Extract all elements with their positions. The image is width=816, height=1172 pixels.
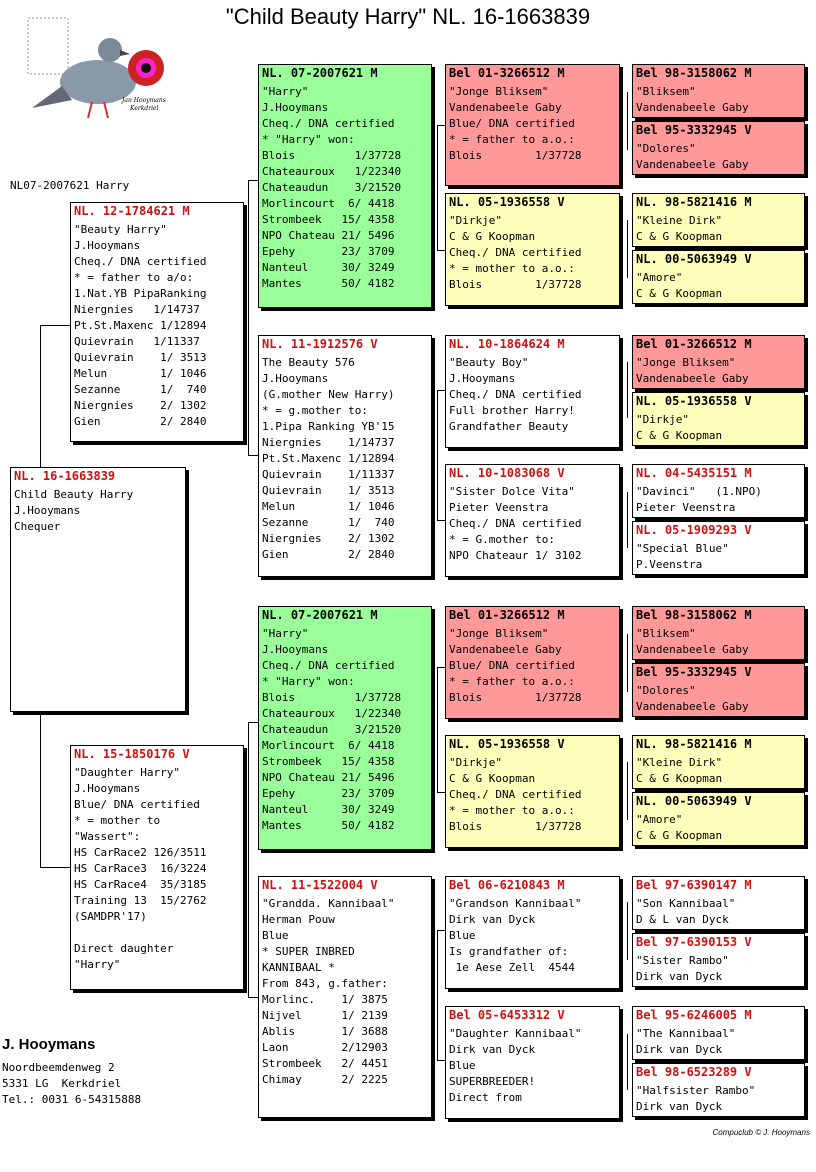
bird-info: (G.mother New Harry) (262, 388, 395, 401)
bird-info: C & G Koopman (636, 230, 723, 243)
ring-number: NL. 11-1522004 V (262, 878, 378, 892)
pedigree-box-g01 (632, 64, 805, 118)
ring-number: Bel 97-6390147 M (636, 878, 752, 892)
ring-number: NL. 05-1936558 V (449, 195, 565, 209)
connector (248, 722, 258, 723)
ring-number: NL. 05-1936558 V (636, 394, 752, 408)
bird-info: Quievrain 1/ 3513 (262, 484, 395, 497)
bird-info: Quievrain 1/11337 (74, 335, 200, 348)
bird-info: Nanteul 30/ 3249 (262, 803, 395, 816)
bird-info: Epehy 23/ 3709 (262, 245, 395, 258)
bird-info: Cheq./ DNA certified (262, 659, 395, 672)
bird-info: Vandenabeele Gaby (449, 643, 562, 656)
bird-info: 1.Nat.YB PipaRanking (74, 287, 207, 300)
ring-number: NL. 15-1850176 V (74, 747, 190, 761)
bird-info: "Jonge Bliksem" (449, 627, 549, 640)
bird-info: "Jonge Bliksem" (636, 356, 736, 369)
connector (248, 455, 258, 456)
owner-phone: Tel.: 0031 6-54315888 (2, 1093, 142, 1106)
sire-label: NL07-2007621 Harry (10, 179, 130, 192)
bird-info: Blois 1/37728 (449, 691, 582, 704)
bird-info: Child Beauty Harry (14, 488, 134, 501)
pedigree-box-father (70, 202, 244, 442)
pedigree-box-g12 (632, 792, 805, 846)
bird-info: "Dolores" (636, 142, 696, 155)
bird-info: Nijvel 1/ 2139 (262, 1009, 388, 1022)
bird-info: Dirk van Dyck (449, 913, 536, 926)
owner-name: J. Hooymans (2, 1036, 96, 1053)
bird-info: * "Harry" won: (262, 133, 355, 146)
bird-info: Grandfather Beauty (449, 420, 569, 433)
pedigree-box-mff (445, 606, 620, 719)
bird-info: Quievrain 1/11337 (262, 468, 395, 481)
bird-info: Vandenabeele Gaby (636, 643, 749, 656)
bird-info: Blue (449, 1059, 476, 1072)
connector (437, 930, 445, 931)
bird-info: NPO Chateau 21/ 5496 (262, 229, 395, 242)
ring-number: NL. 04-5435151 M (636, 466, 752, 480)
bird-info: "Wassert": (74, 830, 141, 843)
pedigree-box-g07 (632, 464, 805, 518)
pedigree-box-fm (258, 335, 432, 577)
ring-number: Bel 95-3332945 V (636, 665, 752, 679)
pedigree-box-g03 (632, 193, 805, 247)
bird-info: "The Kannibaal" (636, 1027, 736, 1040)
bird-info: Morlinc. 1/ 3875 (262, 993, 388, 1006)
connector (437, 1060, 445, 1061)
bird-info: Niergnies 1/14737 (74, 303, 200, 316)
pedigree-box-mmm (445, 1006, 620, 1119)
bird-info: Blois 1/37728 (262, 149, 402, 162)
bird-info: Blois 1/37728 (449, 820, 582, 833)
bird-info: Herman Pouw (262, 913, 335, 926)
ring-number: NL. 07-2007621 M (262, 66, 378, 80)
bird-info: "Harry" (74, 958, 121, 971)
bird-info: * = father to a.o.: (449, 133, 575, 146)
bird-info: Blue (449, 929, 476, 942)
pigeon-logo (22, 16, 168, 128)
bird-info: Blue/ DNA certified (449, 117, 575, 130)
bird-info: Blois 1/37728 (449, 278, 582, 291)
bird-info: Blois 1/37728 (449, 149, 582, 162)
bird-info: Gien 2/ 2840 (74, 415, 207, 428)
connector (248, 997, 258, 998)
bird-info: Mantes 50/ 4182 (262, 819, 395, 832)
connector (627, 762, 628, 820)
bird-info: * = father to a/o: (74, 271, 194, 284)
connector (627, 362, 628, 418)
bird-info: J.Hooymans (262, 101, 329, 114)
bird-info: (SAMDPR'17) (74, 910, 147, 923)
bird-info: * = father to a.o.: (449, 675, 575, 688)
bird-info: Nanteul 30/ 3249 (262, 261, 395, 274)
bird-info: Quievrain 1/ 3513 (74, 351, 207, 364)
ring-number: NL. 00-5063949 V (636, 794, 752, 808)
bird-info: "Grandda. Kannibaal" (262, 897, 395, 910)
bird-info: "Beauty Boy" (449, 356, 529, 369)
connector (437, 390, 445, 391)
pedigree-box-g04 (632, 250, 805, 304)
owner-city: 5331 LG Kerkdriel (2, 1077, 122, 1090)
ring-number: Bel 95-3332945 V (636, 123, 752, 137)
ring-number: NL. 10-1083068 V (449, 466, 565, 480)
bird-info: "Amore" (636, 271, 683, 284)
bird-info: J.Hooymans (262, 372, 329, 385)
pedigree-box-fmm (445, 464, 620, 577)
bird-info: "Sister Dolce Vita" (449, 485, 575, 498)
bird-info: Cheq./ DNA certified (449, 246, 582, 259)
ring-number: NL. 98-5821416 M (636, 195, 752, 209)
pedigree-box-mm (258, 876, 432, 1118)
bird-info: 1e Aese Zell 4544 (449, 961, 575, 974)
bird-info: Niergnies 2/ 1302 (74, 399, 207, 412)
bird-info: Chateaudun 3/21520 (262, 181, 402, 194)
bird-info: Niergnies 1/14737 (262, 436, 395, 449)
bird-info: Cheq./ DNA certified (449, 388, 582, 401)
connector (627, 634, 628, 692)
bird-info: Cheq./ DNA certified (262, 117, 395, 130)
bird-info: * = mother to (74, 814, 161, 827)
connector (40, 325, 41, 467)
bird-info: * "Harry" won: (262, 675, 355, 688)
bird-info: "Dirkje" (449, 756, 502, 769)
connector (248, 180, 249, 455)
bird-info: NPO Chateaur 1/ 3102 (449, 549, 582, 562)
bird-info: Vandenabeele Gaby (449, 101, 562, 114)
connector (627, 92, 628, 150)
bird-info: Chimay 2/ 2225 (262, 1073, 388, 1086)
bird-info: * = mother to a.o.: (449, 262, 575, 275)
bird-info: Mantes 50/ 4182 (262, 277, 395, 290)
bird-info (74, 925, 240, 941)
connector (40, 867, 70, 868)
bird-info: C & G Koopman (636, 772, 723, 785)
bird-info: SUPERBREEDER! (449, 1075, 536, 1088)
ring-number: Bel 98-6523289 V (636, 1065, 752, 1079)
bird-info: Blois 1/37728 (262, 691, 402, 704)
connector (437, 250, 445, 251)
bird-info: Ablis 1/ 3688 (262, 1025, 388, 1038)
ring-number: Bel 98-3158062 M (636, 66, 752, 80)
pedigree-box-g11 (632, 735, 805, 789)
bird-info: Pieter Veenstra (449, 501, 549, 514)
bird-info: J.Hooymans (449, 372, 516, 385)
bird-info: Niergnies 2/ 1302 (262, 532, 395, 545)
pedigree-box-fff (445, 64, 620, 186)
bird-info: Chequer (14, 520, 61, 533)
pedigree-box-g06 (632, 392, 805, 446)
bird-info: J.Hooymans (74, 782, 141, 795)
bird-info: D & L van Dyck (636, 913, 729, 926)
bird-info: NPO Chateau 21/ 5496 (262, 771, 395, 784)
bird-info: "Daughter Kannibaal" (449, 1027, 582, 1040)
pedigree-box-mfm (445, 735, 620, 848)
ring-number: NL. 07-2007621 M (262, 608, 378, 622)
bird-info: "Kleine Dirk" (636, 214, 723, 227)
bird-info: Chateaudun 3/21520 (262, 723, 402, 736)
bird-info: Training 13 15/2762 (74, 894, 207, 907)
bird-info: Sezanne 1/ 740 (262, 516, 395, 529)
connector (437, 125, 438, 250)
logo-caption-2: Kerkdriel (130, 105, 159, 112)
bird-info: 1.Pipa Ranking YB'15 (262, 420, 395, 433)
pedigree-box-subject (10, 467, 186, 712)
connector (627, 902, 628, 960)
bird-info: Pieter Veenstra (636, 501, 736, 514)
bird-info: "Dirkje" (449, 214, 502, 227)
pedigree-box-g14 (632, 933, 805, 987)
bird-info: "Dolores" (636, 684, 696, 697)
bird-info: J.Hooymans (14, 504, 81, 517)
copyright-notice: Compuclub © J. Hooymans (712, 1128, 810, 1137)
bird-info: Strombeek 2/ 4451 (262, 1057, 388, 1070)
ring-number: Bel 05-6453312 V (449, 1008, 565, 1022)
bird-info: Direct from (449, 1091, 522, 1104)
bird-info: * = G.mother to: (449, 533, 555, 546)
bird-info: "Harry" (262, 85, 309, 98)
bird-info: Blue/ DNA certified (74, 798, 200, 811)
bird-info: Cheq./ DNA certified (449, 788, 582, 801)
ring-number: Bel 98-3158062 M (636, 608, 752, 622)
connector (40, 325, 70, 326)
page-title: "Child Beauty Harry" NL. 16-1663839 (225, 4, 591, 29)
bird-info: Strombeek 15/ 4358 (262, 213, 395, 226)
ring-number: NL. 98-5821416 M (636, 737, 752, 751)
bird-info: * SUPER INBRED (262, 945, 355, 958)
ring-number: NL. 00-5063949 V (636, 252, 752, 266)
bird-info: C & G Koopman (636, 429, 723, 442)
bird-info: "Jonge Bliksem" (449, 85, 549, 98)
bird-info: "Davinci" (1.NPO) (636, 485, 762, 498)
pedigree-box-fmf (445, 335, 620, 448)
bird-info: Gien 2/ 2840 (262, 548, 395, 561)
bird-info: Full brother Harry! (449, 404, 575, 417)
bird-info: Blue (262, 929, 289, 942)
connector (437, 930, 438, 1060)
bird-info: Epehy 23/ 3709 (262, 787, 395, 800)
bird-info: The Beauty 576 (262, 356, 355, 369)
bird-info: KANNIBAAL * (262, 961, 335, 974)
bird-info: HS CarRace4 35/3185 (74, 878, 207, 891)
bird-info: "Grandson Kannibaal" (449, 897, 582, 910)
bird-info: "Harry" (262, 627, 309, 640)
bird-info: Dirk van Dyck (636, 970, 723, 983)
bird-info: "Special Blue" (636, 542, 729, 555)
pedigree-box-mother (70, 745, 244, 990)
pedigree-box-g09 (632, 606, 805, 660)
bird-info: Melun 1/ 1046 (74, 367, 207, 380)
bird-info: "Amore" (636, 813, 683, 826)
bird-info: Dirk van Dyck (636, 1043, 723, 1056)
bird-info: Cheq./ DNA certified (74, 255, 207, 268)
pedigree-box-g16 (632, 1063, 805, 1117)
bird-info: Sezanne 1/ 740 (74, 383, 207, 396)
pedigree-box-g08 (632, 521, 805, 575)
bird-info: P.Veenstra (636, 558, 703, 571)
ring-number: Bel 06-6210843 M (449, 878, 565, 892)
connector (627, 220, 628, 278)
bird-info: C & G Koopman (636, 829, 723, 842)
pedigree-box-ff (258, 64, 432, 308)
bird-info: Laon 2/12903 (262, 1041, 388, 1054)
bird-info: HS CarRace2 126/3511 (74, 846, 207, 859)
bird-info: Cheq./ DNA certified (449, 517, 582, 530)
bird-info: J.Hooymans (262, 643, 329, 656)
connector (40, 712, 41, 867)
bird-info: "Son Kannibaal" (636, 897, 736, 910)
bird-info: Vandenabeele Gaby (636, 372, 749, 385)
pedigree-box-g10 (632, 663, 805, 717)
bird-info: "Daughter Harry" (74, 766, 180, 779)
bird-info: C & G Koopman (636, 287, 723, 300)
ring-number: NL. 11-1912576 V (262, 337, 378, 351)
connector (437, 125, 445, 126)
bird-info: "Bliksem" (636, 627, 696, 640)
ring-number: Bel 95-6246005 M (636, 1008, 752, 1022)
connector (248, 722, 249, 997)
bird-info: From 843, g.father: (262, 977, 388, 990)
connector (248, 180, 258, 181)
bird-info: Strombeek 15/ 4358 (262, 755, 395, 768)
bird-info: Vandenabeele Gaby (636, 700, 749, 713)
pedigree-box-g15 (632, 1006, 805, 1060)
bird-info: Morlincourt 6/ 4418 (262, 197, 395, 210)
bird-info: "Bliksem" (636, 85, 696, 98)
logo-caption-1: Jan Hooymans (122, 97, 166, 104)
bird-info: C & G Koopman (449, 230, 536, 243)
pedigree-box-g13 (632, 876, 805, 930)
connector (437, 667, 445, 668)
owner-address: Noordbeemdenweg 2 (2, 1061, 115, 1074)
connector (437, 792, 445, 793)
bird-info: J.Hooymans (74, 239, 141, 252)
bird-info: HS CarRace3 16/3224 (74, 862, 207, 875)
bird-info: Melun 1/ 1046 (262, 500, 395, 513)
ring-number: NL. 05-1909293 V (636, 523, 752, 537)
connector (627, 492, 628, 548)
ring-number: Bel 01-3266512 M (636, 337, 752, 351)
bird-info: Chateauroux 1/22340 (262, 165, 402, 178)
bird-info: "Kleine Dirk" (636, 756, 723, 769)
bird-info: Direct daughter (74, 942, 174, 955)
pedigree-box-ffm (445, 193, 620, 306)
ring-number: Bel 97-6390153 V (636, 935, 752, 949)
connector (437, 667, 438, 792)
bird-info: Dirk van Dyck (449, 1043, 536, 1056)
ring-number: NL. 05-1936558 V (449, 737, 565, 751)
bird-info: "Halfsister Rambo" (636, 1084, 756, 1097)
bird-info: Is grandfather of: (449, 945, 569, 958)
connector (437, 390, 438, 520)
bird-info: Pt.St.Maxenc 1/12894 (74, 319, 207, 332)
bird-info: C & G Koopman (449, 772, 536, 785)
pedigree-box-g05 (632, 335, 805, 389)
bird-info: "Beauty Harry" (74, 223, 167, 236)
bird-info: Vandenabeele Gaby (636, 101, 749, 114)
ring-number: Bel 01-3266512 M (449, 66, 565, 80)
ring-number: Bel 01-3266512 M (449, 608, 565, 622)
connector (627, 1034, 628, 1090)
bird-info: * = g.mother to: (262, 404, 368, 417)
pedigree-box-g02 (632, 121, 805, 175)
bird-info: "Sister Rambo" (636, 954, 729, 967)
bird-info: Vandenabeele Gaby (636, 158, 749, 171)
pedigree-box-mf (258, 606, 432, 850)
bird-info: * = mother to a.o.: (449, 804, 575, 817)
bird-info: "Dirkje" (636, 413, 689, 426)
ring-number: NL. 10-1864624 M (449, 337, 565, 351)
pedigree-box-mmf (445, 876, 620, 989)
bird-info: Blue/ DNA certified (449, 659, 575, 672)
bird-info: Pt.St.Maxenc 1/12894 (262, 452, 395, 465)
bird-info: Chateauroux 1/22340 (262, 707, 402, 720)
ring-number: NL. 16-1663839 (14, 469, 116, 483)
bird-info: Morlincourt 6/ 4418 (262, 739, 395, 752)
ring-number: NL. 12-1784621 M (74, 204, 190, 218)
bird-info: Dirk van Dyck (636, 1100, 723, 1113)
connector (437, 520, 445, 521)
